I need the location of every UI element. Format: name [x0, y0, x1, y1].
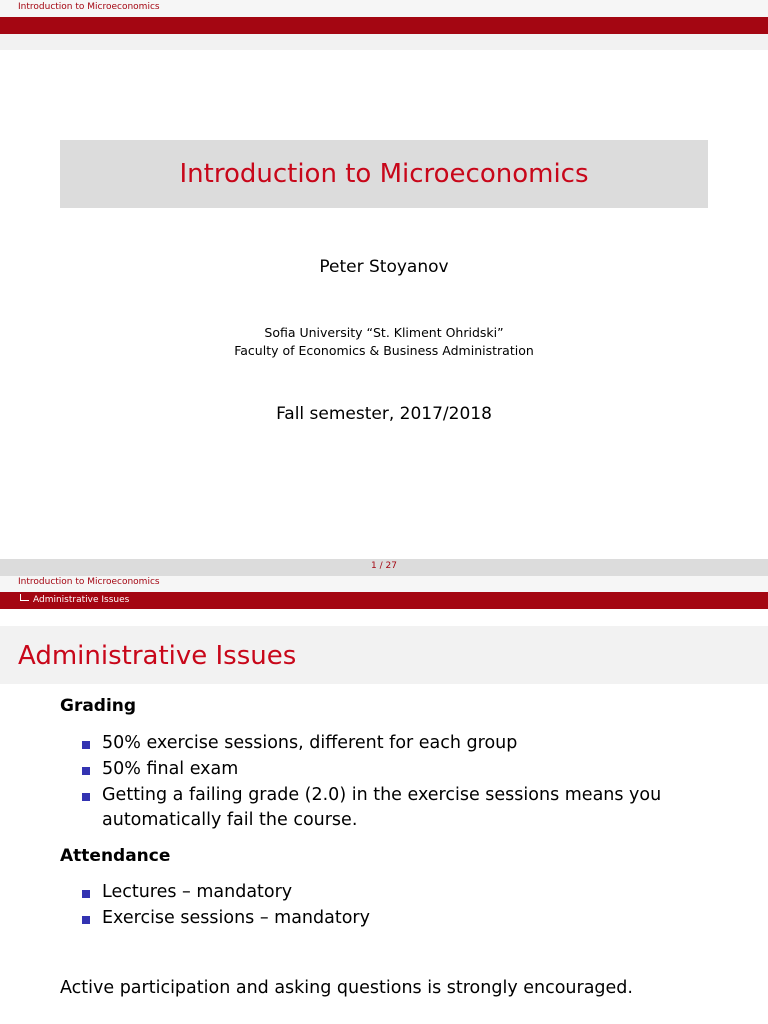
presentation-date: Fall semester, 2017/2018: [276, 404, 492, 424]
list-item-continuation: automatically fail the course.: [102, 810, 358, 830]
bullet-square-icon: [82, 916, 90, 924]
institution-line-2: Faculty of Economics & Business Administration: [234, 343, 534, 358]
footer-bar: [0, 559, 768, 576]
presentation-title: Introduction to Microeconomics: [179, 159, 589, 189]
header-title: Introduction to Microeconomics: [18, 2, 160, 12]
list-item-text: Getting a failing grade (2.0) in the exercise sessions means you: [102, 785, 662, 805]
author-name: Peter Stoyanov: [319, 257, 449, 277]
header-shadow: [0, 34, 768, 50]
bullet-square-icon: [82, 767, 90, 775]
bullet-square-icon: [82, 741, 90, 749]
closing-statement: Active participation and asking questions is strongly encouraged.: [60, 978, 633, 998]
header-subsection-label: Administrative Issues: [33, 595, 130, 605]
title-box: [60, 140, 708, 208]
page-number: 1 / 27: [371, 561, 397, 571]
tree-branch-icon: [20, 594, 29, 601]
list-item-text: 50% final exam: [102, 759, 239, 779]
header-subsection: [20, 594, 129, 605]
list-item-text: 50% exercise sessions, different for each group: [102, 733, 518, 753]
bullet-square-icon: [82, 890, 90, 898]
grading-heading: Grading: [60, 696, 137, 716]
header-accent-bar: [0, 17, 768, 34]
list-item-text: Lectures – mandatory: [102, 882, 293, 902]
attendance-heading: Attendance: [60, 846, 171, 866]
bullet-square-icon: [82, 793, 90, 801]
content-slide: [0, 576, 768, 1024]
frame-title: Administrative Issues: [18, 641, 297, 671]
institution-line-1: Sofia University “St. Kliment Ohridski”: [264, 325, 504, 340]
header-title: Introduction to Microeconomics: [18, 577, 160, 587]
frame-title-bar: [0, 626, 768, 684]
list-item-text: Exercise sessions – mandatory: [102, 908, 370, 928]
